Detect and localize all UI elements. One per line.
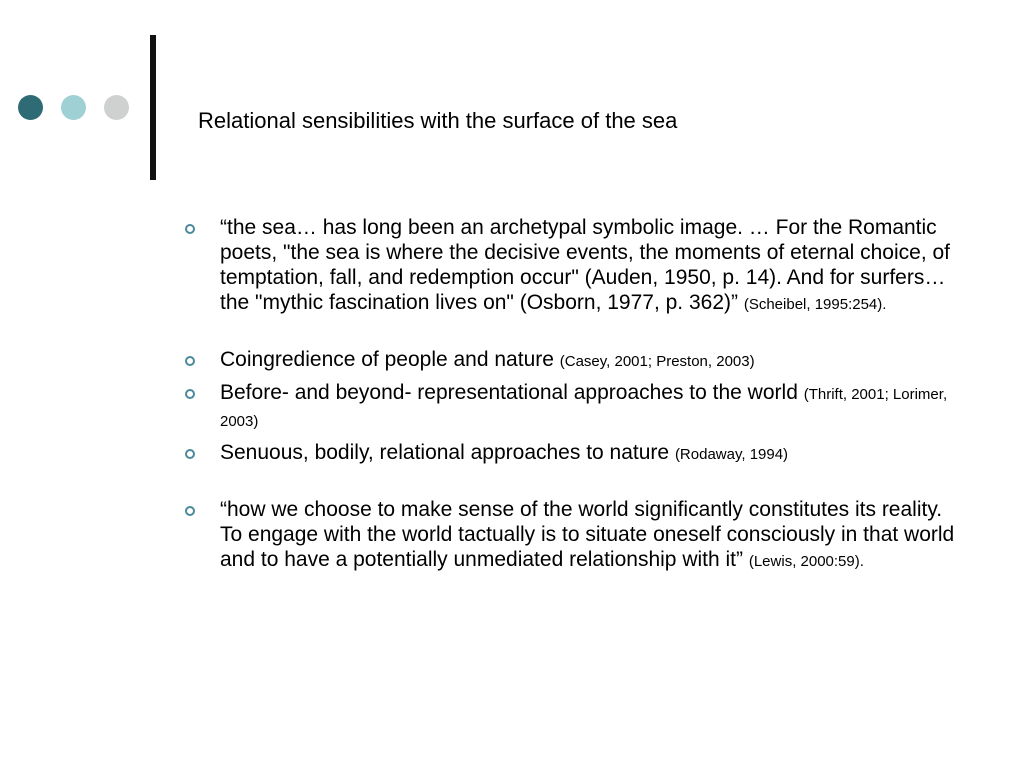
decorative-dot-dark [18, 95, 43, 120]
bullet-item-representational [180, 380, 960, 434]
bullet-text: Senuous, bodily, relational approaches to nature [220, 441, 670, 464]
bullet-list [180, 215, 960, 574]
bullet-item-scheibel-quote [180, 215, 960, 317]
bullet-ring-icon [185, 449, 195, 459]
bullet-citation: (Rodaway, 1994) [674, 446, 789, 463]
bullet-text: Before- and beyond- representational approaches to the world [220, 381, 798, 404]
slide-title: Relational sensibilities with the surface of the sea [198, 108, 678, 133]
bullet-citation: (Scheibel, 1995:254). [743, 296, 887, 313]
bullet-item-lewis-quote [180, 497, 960, 574]
title-divider-bar [150, 35, 156, 180]
bullet-text: “how we choose to make sense of the world significantly constitutes its reality. To engage with the world tactually is to situate oneself consciously in that world and to have a potentially unmediated relationship with it” [220, 498, 955, 571]
bullet-item-senuous [180, 440, 960, 467]
bullet-citation: (Thrift, 2001; Lorimer, 2003) [220, 386, 948, 430]
decorative-dot-grey [104, 95, 129, 120]
bullet-citation: (Lewis, 2000:59). [748, 553, 864, 570]
bullet-ring-icon [185, 506, 195, 516]
bullet-item-coingredience [180, 347, 960, 374]
bullet-citation: (Casey, 2001; Preston, 2003) [559, 353, 755, 370]
bullet-ring-icon [185, 389, 195, 399]
bullet-ring-icon [185, 224, 195, 234]
bullet-ring-icon [185, 356, 195, 366]
decorative-dot-light [61, 95, 86, 120]
bullet-text: “the sea… has long been an archetypal symbolic image. … For the Romantic poets, "the sea is where the decisive events, the moments of eternal choice, of temptation, fall, and redemption occur" (Auden, 1950, p. 14). And for surfers… the "mythic fascination lives on" (Osborn, 1977, p. 362)” [220, 216, 951, 314]
bullet-text: Coingredience of people and nature [220, 348, 554, 371]
